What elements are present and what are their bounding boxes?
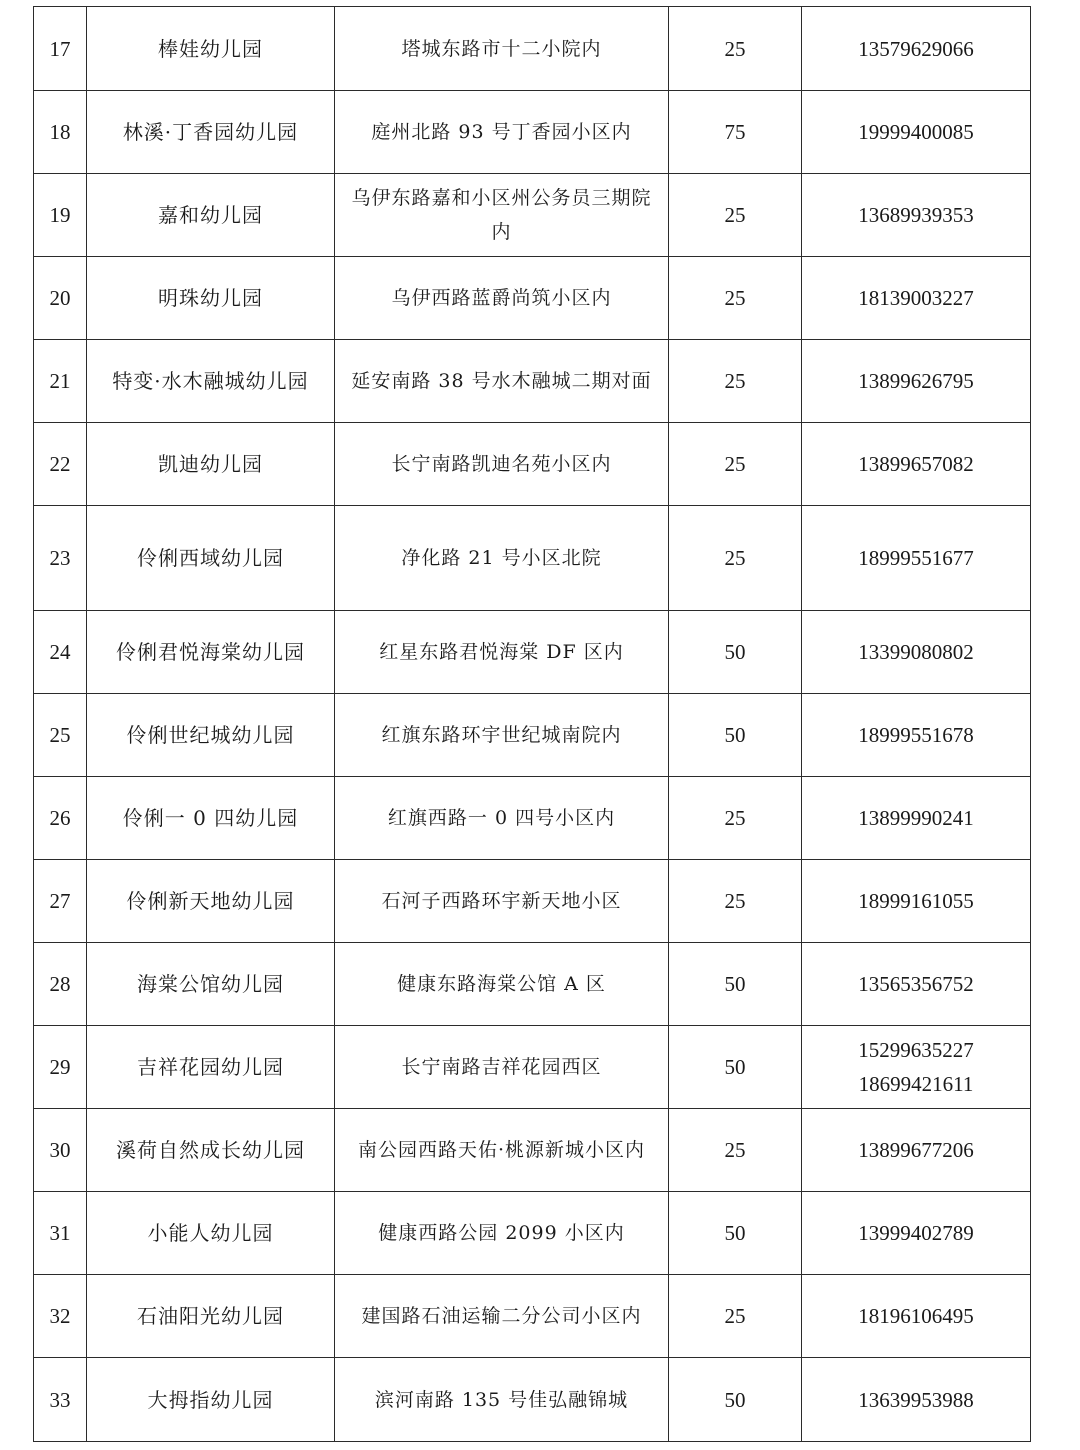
contact-phone: 18196106495 (858, 1304, 974, 1328)
table-body (34, 7, 1031, 1442)
contact-phone-cell (802, 257, 1031, 340)
kindergarten-address: 石河子西路环宇新天地小区 (335, 860, 669, 943)
contact-phone: 13999402789 (858, 1221, 974, 1245)
row-number: 24 (34, 611, 87, 694)
kindergarten-name: 伶俐世纪城幼儿园 (87, 694, 335, 777)
table-row (34, 257, 1031, 340)
contact-phone: 18999551678 (858, 723, 974, 747)
kindergarten-name: 伶俐新天地幼儿园 (87, 860, 335, 943)
table-row (34, 943, 1031, 1026)
row-number: 26 (34, 777, 87, 860)
contact-phone: 13689939353 (858, 203, 974, 227)
contact-phone: 13399080802 (858, 640, 974, 664)
contact-phone: 13899677206 (858, 1138, 974, 1162)
kindergarten-address: 红星东路君悦海棠 DF 区内 (335, 611, 669, 694)
kindergarten-name: 伶俐一 0 四幼儿园 (87, 777, 335, 860)
kindergarten-address: 乌伊西路蓝爵尚筑小区内 (335, 257, 669, 340)
row-number: 33 (34, 1358, 87, 1442)
table-row (34, 1192, 1031, 1275)
contact-phone: 13565356752 (858, 972, 974, 996)
row-number: 23 (34, 506, 87, 611)
contact-phone: 19999400085 (858, 120, 974, 144)
contact-phone-cell (802, 1192, 1031, 1275)
kindergarten-address: 乌伊东路嘉和小区州公务员三期院内 (335, 174, 669, 257)
row-number: 20 (34, 257, 87, 340)
kindergarten-address: 健康东路海棠公馆 A 区 (335, 943, 669, 1026)
row-number: 18 (34, 91, 87, 174)
contact-phone-cell (802, 7, 1031, 91)
contact-phone-cell (802, 174, 1031, 257)
kindergarten-address: 延安南路 38 号水木融城二期对面 (335, 340, 669, 423)
seat-count: 25 (669, 860, 802, 943)
table-row (34, 174, 1031, 257)
table-row (34, 7, 1031, 91)
contact-phone-cell (802, 1358, 1031, 1442)
kindergarten-address: 红旗西路一 0 四号小区内 (335, 777, 669, 860)
kindergarten-address: 净化路 21 号小区北院 (335, 506, 669, 611)
kindergarten-name: 林溪·丁香园幼儿园 (87, 91, 335, 174)
seat-count: 50 (669, 1026, 802, 1109)
kindergarten-name: 凯迪幼儿园 (87, 423, 335, 506)
contact-phone-cell (802, 506, 1031, 611)
contact-phone-cell (802, 423, 1031, 506)
row-number: 32 (34, 1275, 87, 1358)
kindergarten-name: 伶俐西域幼儿园 (87, 506, 335, 611)
kindergarten-address: 庭州北路 93 号丁香园小区内 (335, 91, 669, 174)
kindergarten-address: 健康西路公园 2099 小区内 (335, 1192, 669, 1275)
seat-count: 50 (669, 1358, 802, 1442)
kindergarten-name: 明珠幼儿园 (87, 257, 335, 340)
seat-count: 25 (669, 1109, 802, 1192)
row-number: 25 (34, 694, 87, 777)
contact-phone: 18999161055 (858, 889, 974, 913)
row-number: 27 (34, 860, 87, 943)
kindergarten-address: 滨河南路 135 号佳弘融锦城 (335, 1358, 669, 1442)
seat-count: 25 (669, 340, 802, 423)
contact-phone: 13579629066 (858, 36, 974, 61)
row-number: 22 (34, 423, 87, 506)
seat-count: 50 (669, 1192, 802, 1275)
kindergarten-name: 石油阳光幼儿园 (87, 1275, 335, 1358)
contact-phone: 18999551677 (858, 546, 974, 570)
contact-phone: 13899626795 (858, 369, 974, 393)
contact-phone-cell (802, 340, 1031, 423)
contact-phone-cell (802, 694, 1031, 777)
table-row (34, 1275, 1031, 1358)
contact-phone-cell (802, 943, 1031, 1026)
table-row (34, 340, 1031, 423)
seat-count: 50 (669, 694, 802, 777)
seat-count: 25 (669, 7, 802, 91)
row-number: 29 (34, 1026, 87, 1109)
seat-count: 75 (669, 91, 802, 174)
kindergarten-address: 红旗东路环宇世纪城南院内 (335, 694, 669, 777)
seat-count: 25 (669, 257, 802, 340)
kindergarten-name: 大拇指幼儿园 (87, 1358, 335, 1442)
table-row (34, 1109, 1031, 1192)
contact-phone-cell (802, 860, 1031, 943)
table-row (34, 777, 1031, 860)
kindergarten-name: 嘉和幼儿园 (87, 174, 335, 257)
table-row (34, 506, 1031, 611)
seat-count: 25 (669, 174, 802, 257)
table-row (34, 423, 1031, 506)
kindergarten-address: 长宁南路吉祥花园西区 (335, 1026, 669, 1109)
kindergarten-address: 建国路石油运输二分公司小区内 (335, 1275, 669, 1358)
table-row (34, 694, 1031, 777)
kindergarten-table (33, 6, 1031, 1442)
contact-phone-cell (802, 777, 1031, 860)
seat-count: 25 (669, 423, 802, 506)
kindergarten-name: 伶俐君悦海棠幼儿园 (87, 611, 335, 694)
kindergarten-address: 南公园西路天佑·桃源新城小区内 (335, 1109, 669, 1192)
kindergarten-address: 长宁南路凯迪名苑小区内 (335, 423, 669, 506)
kindergarten-name: 溪荷自然成长幼儿园 (87, 1109, 335, 1192)
kindergarten-name: 小能人幼儿园 (87, 1192, 335, 1275)
seat-count: 25 (669, 777, 802, 860)
contact-phone: 15299635227 (858, 1038, 974, 1062)
row-number: 17 (34, 7, 87, 91)
kindergarten-address: 塔城东路市十二小院内 (335, 7, 669, 91)
row-number: 21 (34, 340, 87, 423)
contact-phone-cell (802, 1026, 1031, 1109)
contact-phone: 13639953988 (858, 1387, 974, 1412)
contact-phone-cell (802, 611, 1031, 694)
table-row (34, 1026, 1031, 1109)
row-number: 31 (34, 1192, 87, 1275)
contact-phone: 13899990241 (858, 806, 974, 830)
table-row (34, 1358, 1031, 1442)
contact-phone-cell (802, 1109, 1031, 1192)
kindergarten-name: 吉祥花园幼儿园 (87, 1026, 335, 1109)
seat-count: 50 (669, 943, 802, 1026)
kindergarten-name: 特变·水木融城幼儿园 (87, 340, 335, 423)
seat-count: 25 (669, 506, 802, 611)
table-row (34, 611, 1031, 694)
contact-phone: 18139003227 (858, 286, 974, 310)
contact-phone-cell (802, 1275, 1031, 1358)
row-number: 28 (34, 943, 87, 1026)
contact-phone: 13899657082 (858, 452, 974, 476)
kindergarten-name: 海棠公馆幼儿园 (87, 943, 335, 1026)
row-number: 19 (34, 174, 87, 257)
contact-phone-cell (802, 91, 1031, 174)
table-row (34, 860, 1031, 943)
kindergarten-name: 棒娃幼儿园 (87, 7, 335, 91)
seat-count: 50 (669, 611, 802, 694)
seat-count: 25 (669, 1275, 802, 1358)
table-row (34, 91, 1031, 174)
row-number: 30 (34, 1109, 87, 1192)
contact-phone: 18699421611 (858, 1072, 974, 1096)
